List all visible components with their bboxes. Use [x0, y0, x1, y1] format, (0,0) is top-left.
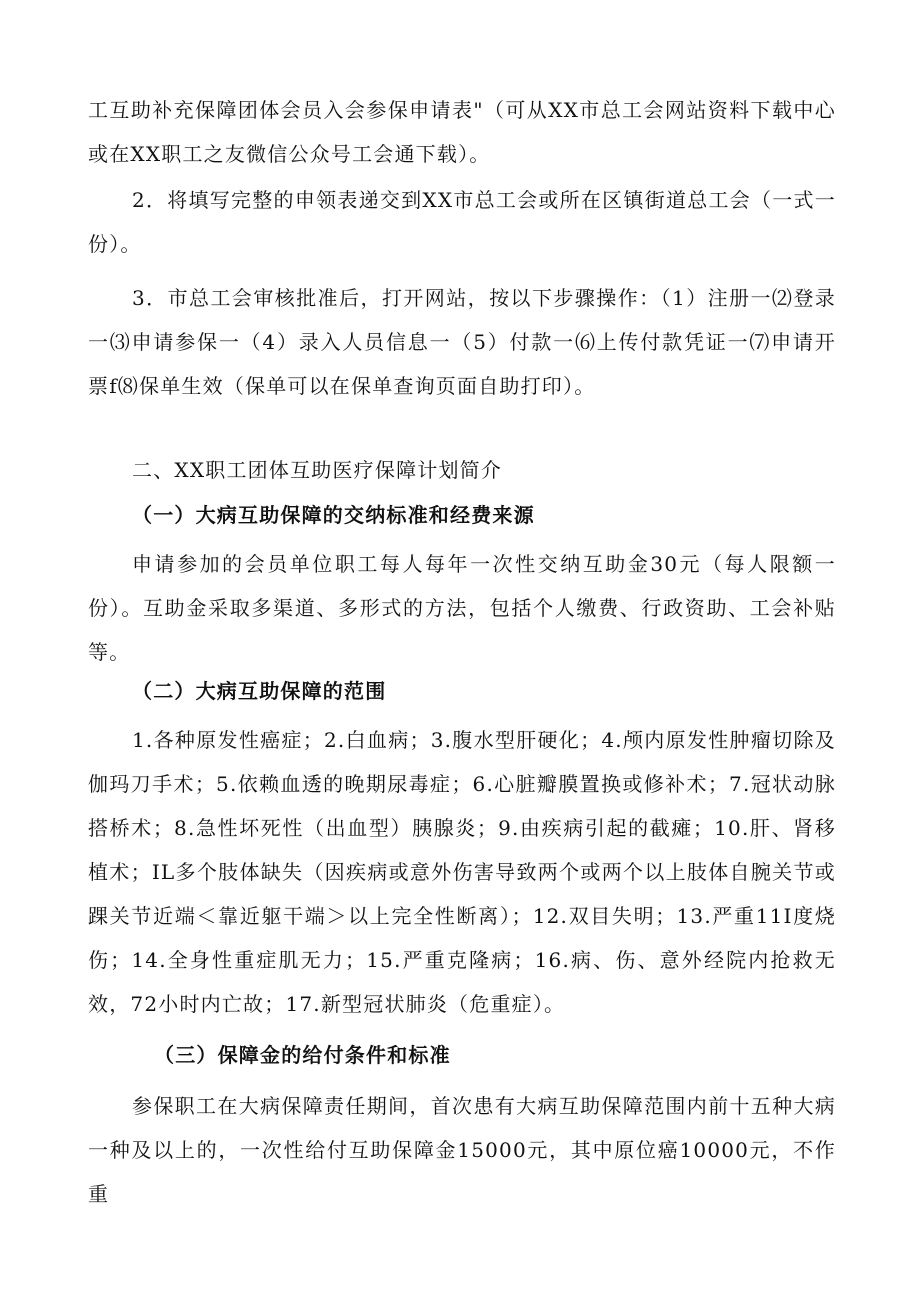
heading-coverage-scope: （二）大病互助保障的范围 [132, 679, 387, 703]
paragraph-coverage-scope: 1.各种原发性癌症；2.白血病；3.腹水型肝硬化；4.颅内原发性肿瘤切除及伽玛刀手术；5.依赖血透的晚期尿毒症；6.心脏瓣膜置换或修补术；7.冠状动脉搭桥术；8.急性坏死性（出血型）胰腺炎；9.由疾病引起的截瘫；10.肝、肾移植术；IL多个肢体缺失（因疾病或意外伤害导致两个或两个以上肢体自腕关节或踝关节近端＜靠近躯干端＞以上完全性断离）；12.双目失明；13.严重11I度烧伤；14.全身性重症肌无力；15.严重克隆病；16.病、伤、意外经院内抢救无效，72小时内亡故；17.新型冠状肺炎（危重症）。 [88, 728, 836, 1016]
heading-fee-standard: （一）大病互助保障的交纳标准和经费来源 [132, 503, 535, 527]
paragraph-step-2: 2．将填写完整的申领表递交到XX市总工会或所在区镇街道总工会（一式一份）。 [88, 188, 836, 256]
paragraph-step-3: 3．市总工会审核批准后，打开网站，按以下步骤操作：（1）注册一⑵登录一⑶申请参保一（4）录入人员信息一（5）付款一⑹上传付款凭证一⑺申请开票f⑻保单生效（保单可以在保单查询页面自助打印）。 [88, 286, 836, 398]
section-two-title: 二、XX职工团体互助医疗保障计划简介 [132, 458, 503, 482]
paragraph-fee-standard: 申请参加的会员单位职工每人每年一次性交纳互助金30元（每人限额一份）。互助金采取多渠道、多形式的方法，包括个人缴费、行政资助、工会补贴等。 [88, 552, 836, 664]
heading-payment-conditions: （三）保障金的给付条件和标准 [154, 1043, 451, 1067]
paragraph-payment-conditions: 参保职工在大病保障责任期间，首次患有大病互助保障范围内前十五种大病一种及以上的，一次性给付互助保障金15000元，其中原位癌10000元，不作重 [88, 1094, 836, 1206]
paragraph-application-form-continuation: 工互助补充保障团体会员入会参保申请表"（可从XX市总工会网站资料下载中心或在XX职工之友微信公众号工会通下载）。 [88, 98, 836, 166]
